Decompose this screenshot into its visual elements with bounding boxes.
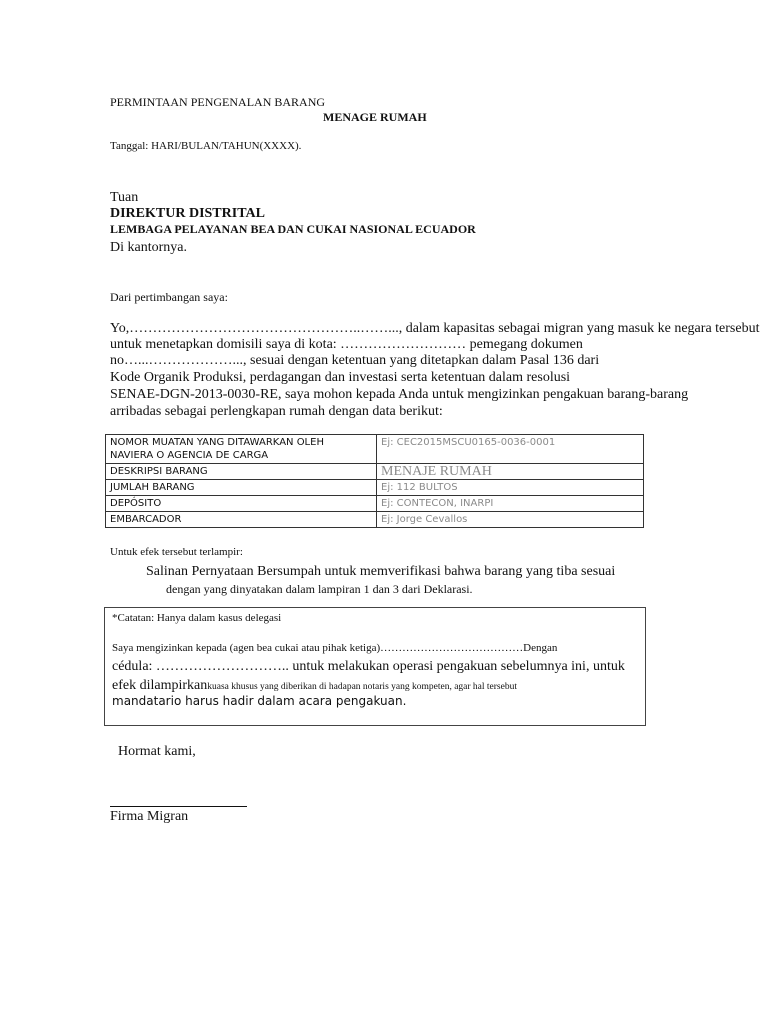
addressee-position: DIREKTUR DISTRITAL [110, 206, 265, 221]
document-title: PERMINTAAN PENGENALAN BARANG [110, 95, 326, 109]
table-value: MENAJE RUMAH [377, 464, 644, 480]
intro-text: Dari pertimbangan saya: [110, 290, 228, 304]
document-subtitle: MENAGE RUMAH [323, 110, 427, 124]
body-line-4: Kode Organik Produksi, perdagangan dan investasi serta ketentuan dalam resolusi [110, 370, 571, 385]
table-label-line: NOMOR MUATAN YANG DITAWARKAN OLEH [110, 437, 324, 448]
table-label [106, 435, 377, 464]
salutation: Tuan [110, 190, 139, 205]
goods-table [105, 434, 644, 528]
body-line-6: arribadas sebagai perlengkapan rumah dengan data berikut: [110, 404, 443, 419]
table-row [106, 464, 644, 480]
body-line-5: SENAE-DGN-2013-0030-RE, saya mohon kepada Anda untuk mengizinkan pengakuan barang-barang [110, 387, 689, 402]
body-line-3: no…...………………..., sesuai dengan ketentuan yang ditetapkan dalam Pasal 136 dari [110, 353, 600, 368]
table-value: Ej: CONTECON, INARPI [377, 496, 644, 512]
attachment-item-line-2: dengan yang dinyatakan dalam lampiran 1 dan 3 dari Deklarasi. [166, 582, 473, 596]
table-label: EMBARCADOR [106, 512, 377, 528]
note-title: *Catatan: Hanya dalam kasus delegasi [112, 612, 282, 624]
table-value: Ej: Jorge Cevallos [377, 512, 644, 528]
note-line-4: mandatario harus hadir dalam acara pengakuan. [112, 694, 407, 708]
addressee-location: Di kantornya. [110, 240, 187, 255]
attachment-item-line-1: Salinan Pernyataan Bersumpah untuk memverifikasi bahwa barang yang tiba sesuai [146, 564, 616, 579]
note-line-1: Saya mengizinkan kepada (agen bea cukai atau pihak ketiga)…………………………………Dengan [112, 642, 558, 654]
signature-label: Firma Migran [110, 809, 189, 824]
table-value: Ej: CEC2015MSCU0165-0036-0001 [377, 435, 644, 464]
table-label-line: NAVIERA O AGENCIA DE CARGA [110, 450, 269, 461]
table-value: Ej: 112 BULTOS [377, 480, 644, 496]
addressee-institution: LEMBAGA PELAYANAN BEA DAN CUKAI NASIONAL ECUADOR [110, 222, 476, 236]
closing-regards: Hormat kami, [118, 744, 196, 759]
table-row [106, 435, 644, 464]
signature-line [110, 806, 247, 807]
date-line: Tanggal: HARI/BULAN/TAHUN(XXXX). [110, 140, 302, 152]
body-line-2: untuk menetapkan domisili saya di kota: ……………………… pemegang dokumen [110, 337, 583, 352]
note-line-2: cédula: ……………………….. untuk melakukan operasi pengakuan sebelumnya ini, untuk [112, 659, 625, 674]
table-label: JUMLAH BARANG [106, 480, 377, 496]
note-line-3 [112, 676, 517, 694]
table-label: DESKRIPSI BARANG [106, 464, 377, 480]
table-row [106, 480, 644, 496]
table-label: DEPÓSITO [106, 496, 377, 512]
body-line-1: Yo,…………………………………………..……..., dalam kapasitas sebagai migran yang masuk ke negara tersebut [110, 321, 760, 336]
attachments-heading: Untuk efek tersebut terlampir: [110, 546, 243, 558]
table-row [106, 512, 644, 528]
note-line-3-lead: efek dilampirkan [112, 678, 208, 693]
note-line-3-rest: kuasa khusus yang diberikan di hadapan notaris yang kompeten, agar hal tersebut [207, 682, 517, 692]
table-row [106, 496, 644, 512]
